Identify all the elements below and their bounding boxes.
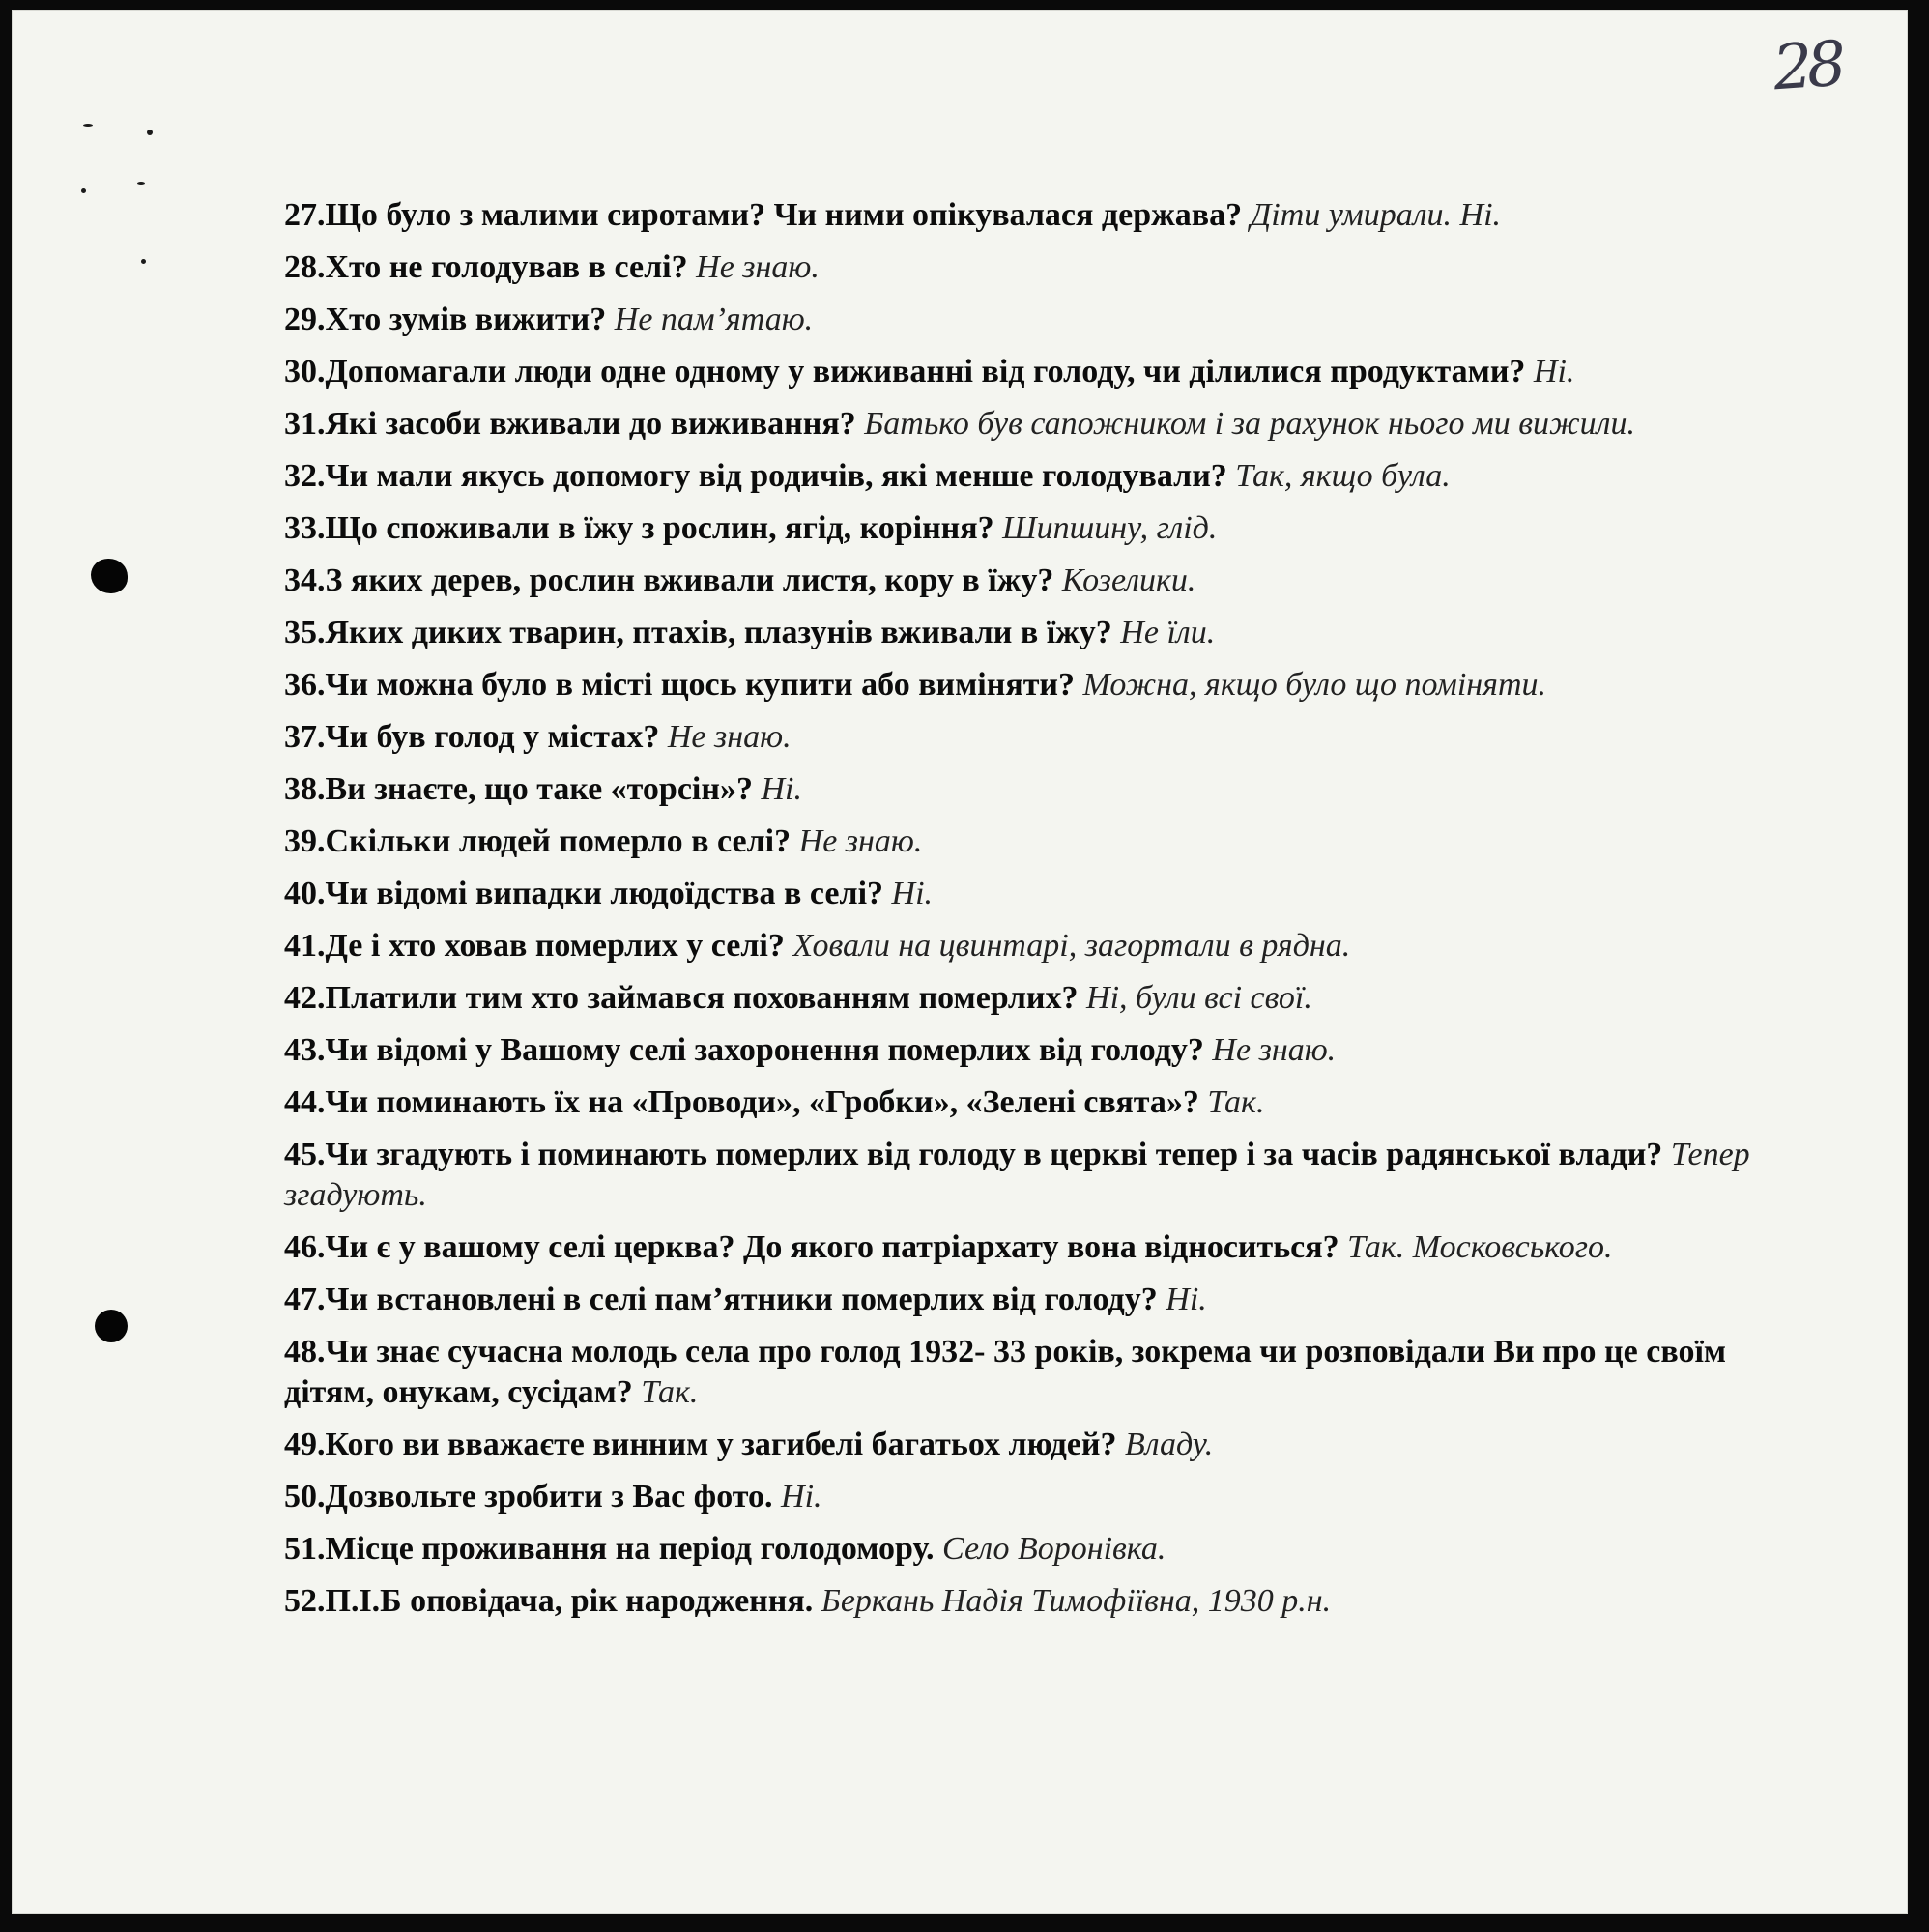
question-item bbox=[284, 508, 1801, 549]
answer-text: Ні. bbox=[761, 771, 802, 807]
question-text: 27.Що було з малими сиротами? Чи ними опікувалася держава? bbox=[284, 197, 1243, 233]
question-text: 52.П.І.Б оповідача, рік народження. bbox=[284, 1583, 814, 1619]
answer-text: Можна, якщо було що поміняти. bbox=[1082, 667, 1547, 703]
handwritten-page-number: 28 bbox=[1771, 28, 1843, 105]
paper-speck bbox=[81, 188, 86, 193]
answer-text: Беркань Надія Тимофіївна, 1930 р.н. bbox=[821, 1583, 1332, 1619]
question-item bbox=[284, 874, 1801, 914]
answer-text: Так, якщо була. bbox=[1235, 458, 1451, 494]
answer-text: Ні. bbox=[781, 1479, 822, 1514]
question-item bbox=[284, 300, 1801, 340]
question-text: 38.Ви знаєте, що таке «торсін»? bbox=[284, 771, 753, 807]
question-text: 28.Хто не голодував в селі? bbox=[284, 249, 688, 285]
answer-text: Ні. bbox=[1533, 354, 1575, 389]
question-text: 34.З яких дерев, рослин вживали листя, кору в їжу? bbox=[284, 562, 1054, 598]
questionnaire-list bbox=[284, 195, 1801, 1633]
answer-text: Так. bbox=[641, 1374, 699, 1410]
question-text: 50.Дозвольте зробити з Вас фото. bbox=[284, 1479, 773, 1514]
question-item bbox=[284, 1529, 1801, 1570]
question-item bbox=[284, 1332, 1801, 1413]
question-text: 41.Де і хто ховав померлих у селі? bbox=[284, 928, 785, 964]
answer-text: Ні. bbox=[891, 876, 934, 911]
question-item bbox=[284, 352, 1801, 392]
question-text: 49.Кого ви вважаєте винним у загибелі багатьох людей? bbox=[284, 1427, 1117, 1462]
question-text: 30.Допомагали люди одне одному у виживанні від голоду, чи ділилися продуктами? bbox=[284, 354, 1526, 389]
question-text: 51.Місце проживання на період голодомору. bbox=[284, 1531, 935, 1567]
paper-speck bbox=[83, 124, 93, 127]
question-item bbox=[284, 769, 1801, 810]
question-text: 43.Чи відомі у Вашому селі захоронення померлих від голоду? bbox=[284, 1032, 1204, 1068]
question-text: 40.Чи відомі випадки людоїдства в селі? bbox=[284, 876, 884, 911]
answer-text: Так. bbox=[1207, 1084, 1265, 1120]
answer-text: Шипшину, глід. bbox=[1002, 510, 1218, 546]
answer-text: Так. Московського. bbox=[1347, 1229, 1613, 1265]
answer-text: Тепер згадують. bbox=[284, 1137, 1750, 1213]
question-item bbox=[284, 1082, 1801, 1123]
question-item bbox=[284, 1030, 1801, 1071]
question-text: 39.Скільки людей померло в селі? bbox=[284, 823, 792, 859]
question-item bbox=[284, 1581, 1801, 1622]
question-item bbox=[284, 1477, 1801, 1517]
answer-text: Не знаю. bbox=[696, 249, 820, 285]
question-text: 33.Що споживали в їжу з рослин, ягід, коріння? bbox=[284, 510, 994, 546]
punch-hole-upper bbox=[91, 559, 128, 593]
question-text: 31.Які засоби вживали до виживання? bbox=[284, 406, 856, 442]
question-text: 45.Чи згадують і поминають померлих від голоду в церкві тепер і за часів радянської влади? bbox=[284, 1137, 1663, 1172]
answer-text: Ховали на цвинтарі, загортали в рядна. bbox=[792, 928, 1351, 964]
answer-text: Село Воронівка. bbox=[942, 1531, 1166, 1567]
question-text: 47.Чи встановлені в селі пам’ятники померлих від голоду? bbox=[284, 1282, 1158, 1317]
question-item bbox=[284, 926, 1801, 966]
question-text: 29.Хто зумів вижити? bbox=[284, 302, 607, 337]
answer-text: Ні. bbox=[1166, 1282, 1207, 1317]
question-item bbox=[284, 717, 1801, 758]
answer-text: Не пам’ятаю. bbox=[614, 302, 814, 337]
question-item bbox=[284, 978, 1801, 1019]
question-item bbox=[284, 1280, 1801, 1320]
question-item bbox=[284, 195, 1801, 236]
question-text: 48.Чи знає сучасна молодь села про голод 1932- 33 років, зокрема чи розповідали Ви про це своїм дітям, онукам, сусідам? bbox=[284, 1334, 1727, 1410]
paper-speck bbox=[141, 259, 146, 264]
answer-text: Діти умирали. Ні. bbox=[1250, 197, 1502, 233]
question-text: 37.Чи був голод у містах? bbox=[284, 719, 660, 755]
answer-text: Батько був сапожником і за рахунок нього ми вижили. bbox=[864, 406, 1635, 442]
question-item bbox=[284, 1135, 1801, 1216]
question-item bbox=[284, 247, 1801, 288]
answer-text: Ні, були всі свої. bbox=[1086, 980, 1312, 1016]
answer-text: Не знаю. bbox=[798, 823, 923, 859]
question-item bbox=[284, 822, 1801, 862]
question-text: 35.Яких диких тварин, птахів, плазунів вживали в їжу? bbox=[284, 615, 1112, 650]
question-item bbox=[284, 1227, 1801, 1268]
answer-text: Не їли. bbox=[1120, 615, 1216, 650]
question-text: 46.Чи є у вашому селі церква? До якого патріархату вона відноситься? bbox=[284, 1229, 1339, 1265]
punch-hole-lower bbox=[95, 1310, 128, 1342]
question-text: 32.Чи мали якусь допомогу від родичів, які менше голодували? bbox=[284, 458, 1227, 494]
question-item bbox=[284, 404, 1801, 445]
question-item bbox=[284, 456, 1801, 497]
question-text: 42.Платили тим хто займався похованням померлих? bbox=[284, 980, 1079, 1016]
question-item bbox=[284, 1425, 1801, 1465]
question-item bbox=[284, 613, 1801, 653]
question-item bbox=[284, 561, 1801, 601]
question-item bbox=[284, 665, 1801, 706]
question-text: 44.Чи поминають їх на «Проводи», «Гробки», «Зелені свята»? bbox=[284, 1084, 1199, 1120]
question-text: 36.Чи можна було в місті щось купити або виміняти? bbox=[284, 667, 1076, 703]
answer-text: Не знаю. bbox=[667, 719, 792, 755]
document-page bbox=[12, 10, 1908, 1914]
paper-speck bbox=[147, 130, 153, 135]
answer-text: Владу. bbox=[1125, 1427, 1214, 1462]
paper-speck bbox=[137, 182, 145, 185]
answer-text: Не знаю. bbox=[1212, 1032, 1337, 1068]
answer-text: Козелики. bbox=[1061, 562, 1196, 598]
